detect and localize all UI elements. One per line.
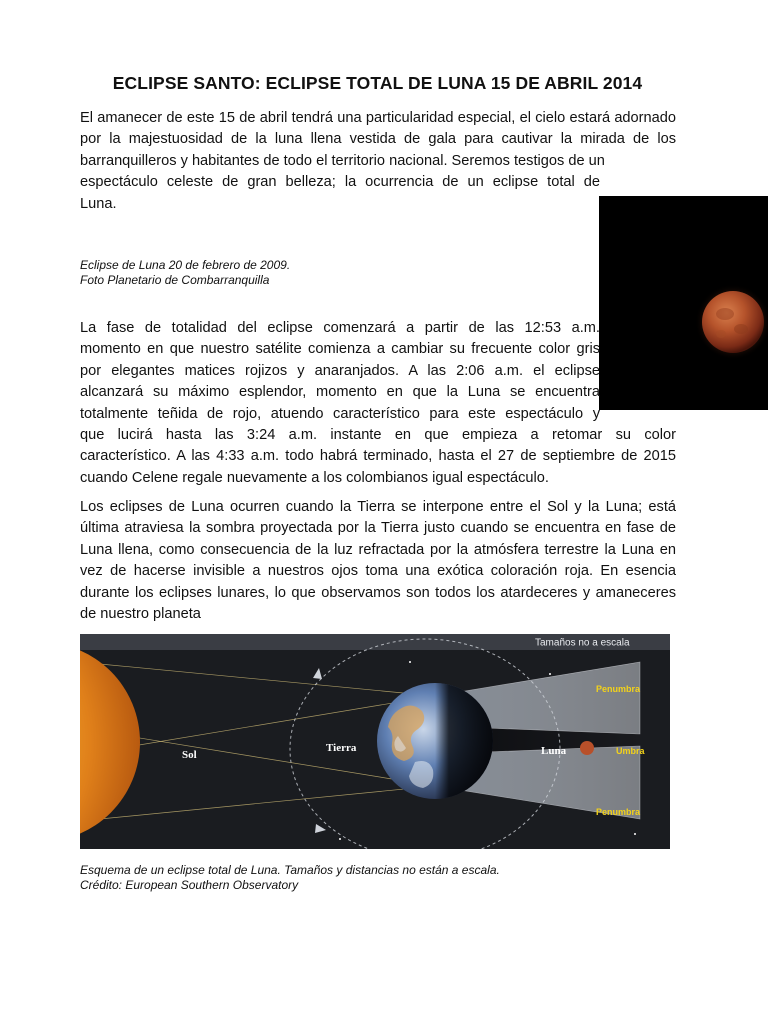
eclipse-diagram-graphic [80, 634, 670, 849]
diagram-caption-line: Crédito: European Southern Observatory [80, 877, 299, 892]
photo-caption-line: Eclipse de Luna 20 de febrero de 2009. [80, 258, 291, 272]
totality-line: que lucirá hasta las 3:24 a.m. instante en que empieza a retomar su color [80, 427, 676, 444]
photo-caption [80, 258, 290, 287]
intro-paragraph [80, 108, 676, 215]
earth-label: Tierra [326, 742, 357, 754]
umbra-label: Umbra [616, 746, 645, 756]
intro-line: El amanecer de este 15 de abril tendrá una particularidad especial, el cielo estará adornado por la majestuosidad de la luna llena vestida de gala para cautivar la mirada de los barranquilleros y habitantes de todo el territorio nacional. Seremos testigos de un [80, 110, 676, 169]
totality-line: La fase de totalidad del eclipse comenzará a partir de las 12:53 a.m. [80, 320, 600, 336]
diagram-caption-line: Esquema de un eclipse total de Luna. Tamaños y distancias no están a escala. [80, 863, 500, 877]
diagram-caption [80, 863, 500, 892]
totality-line: totalmente teñida de rojo, atuendo característico para este espectáculo y [80, 405, 600, 422]
intro-line: espectáculo celeste de gran belleza; la ocurrencia de un eclipse total de [80, 174, 600, 191]
eclipse-diagram [80, 634, 670, 849]
totality-line: característico. A las 4:33 a.m. todo habrá terminado, hasta el 27 de septiembre de 2015 [80, 448, 676, 465]
totality-line: por elegantes matices rojizos y anaranjados. A las 2:06 a.m. el eclipse [80, 362, 600, 379]
scale-note-label: Tamaños no a escala [535, 637, 630, 649]
document-title: ECLIPSE SANTO: ECLIPSE TOTAL DE LUNA 15 DE ABRIL 2014 [112, 73, 643, 93]
totality-line: alcanzará su máximo esplendor, momento en que la Luna se encuentra [80, 384, 600, 401]
moon-shape [580, 741, 594, 755]
totality-line: momento en que nuestro satélite comienza a cambiar su frecuente color gris [80, 341, 600, 358]
explanation-paragraph: Los eclipses de Luna ocurren cuando la Tierra se interpone entre el Sol y la Luna; está última atraviesa la sombra proyectada por la Tierra justo cuando se encuentra en fase de Luna llena, como consecuencia de la luz refractada por la atmósfera terrestre la Luna en vez de hacerse invisible a nuestros ojos toma una exótica coloración roja. En esencia durante los eclipses lunares, lo que observamos son todos los atardeceres y amaneceres de nuestro planeta [80, 499, 676, 623]
penumbra-top-label: Penumbra [596, 684, 641, 694]
penumbra-bottom-label: Penumbra [596, 807, 641, 817]
sun-label: Sol [182, 749, 197, 761]
photo-caption-line: Foto Planetario de Combarranquilla [80, 272, 270, 287]
totality-paragraph [80, 318, 676, 489]
intro-line: Luna. [80, 195, 117, 212]
totality-line: cuando Celene regale nuevamente a los colombianos igual espectáculo. [80, 469, 549, 486]
moon-label: Luna [541, 745, 567, 757]
